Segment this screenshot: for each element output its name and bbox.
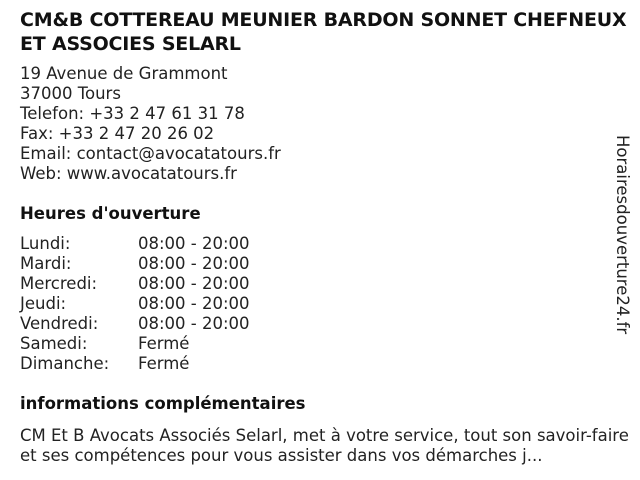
business-description: CM Et B Avocats Associés Selarl, met à votre service, tout son savoir-faire et ses compétences pour vous assister dans vos démarches j... bbox=[20, 426, 629, 465]
time-value: 08:00 - 20:00 bbox=[138, 274, 250, 293]
site-watermark: Horairesdouverture24.fr bbox=[613, 135, 632, 335]
day-label: Mardi: bbox=[20, 254, 72, 273]
info-heading: informations complémentaires bbox=[20, 394, 306, 413]
day-label: Jeudi: bbox=[20, 294, 67, 313]
time-value: 08:00 - 20:00 bbox=[138, 294, 250, 313]
hours-row bbox=[20, 254, 250, 274]
contact-block bbox=[20, 64, 281, 184]
website-link[interactable]: Web: www.avocatatours.fr bbox=[20, 164, 237, 183]
address-street: 19 Avenue de Grammont bbox=[20, 64, 228, 83]
hours-row bbox=[20, 234, 250, 254]
time-value: Fermé bbox=[138, 334, 190, 353]
fax-number: Fax: +33 2 47 20 26 02 bbox=[20, 124, 215, 143]
time-value: 08:00 - 20:00 bbox=[138, 254, 250, 273]
day-label: Lundi: bbox=[20, 234, 71, 253]
business-name: CM&B COTTEREAU MEUNIER BARDON SONNET CHEFNEUX ET ASSOCIES SELARL bbox=[20, 9, 627, 55]
hours-heading: Heures d'ouverture bbox=[20, 204, 201, 223]
time-value: 08:00 - 20:00 bbox=[138, 234, 250, 253]
time-value: Fermé bbox=[138, 354, 190, 373]
day-label: Mercredi: bbox=[20, 274, 98, 293]
hours-row bbox=[20, 294, 250, 314]
hours-row bbox=[20, 354, 250, 374]
email-address[interactable]: Email: contact@avocatatours.fr bbox=[20, 144, 281, 163]
hours-row bbox=[20, 274, 250, 294]
hours-row bbox=[20, 334, 250, 354]
address-city: 37000 Tours bbox=[20, 84, 121, 103]
time-value: 08:00 - 20:00 bbox=[138, 314, 250, 333]
day-label: Vendredi: bbox=[20, 314, 99, 333]
day-label: Samedi: bbox=[20, 334, 88, 353]
opening-hours-table bbox=[20, 234, 250, 374]
phone-number[interactable]: Telefon: +33 2 47 61 31 78 bbox=[20, 104, 245, 123]
hours-row bbox=[20, 314, 250, 334]
day-label: Dimanche: bbox=[20, 354, 110, 373]
